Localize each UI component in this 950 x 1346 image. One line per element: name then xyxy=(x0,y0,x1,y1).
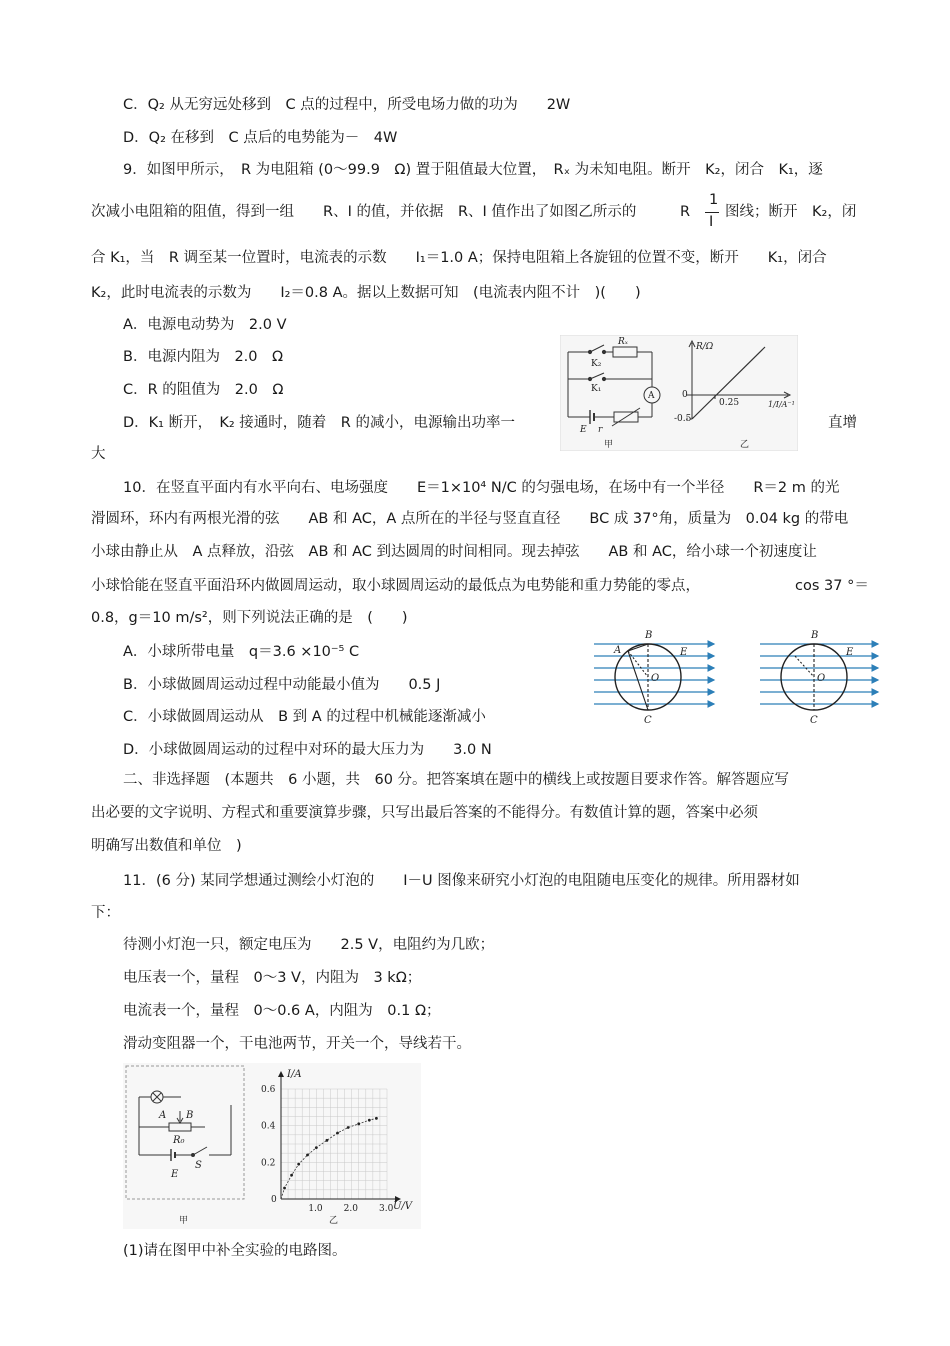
data-point xyxy=(283,1187,286,1190)
section2-line2: 出必要的文字说明、方程式和重要演算步骤，只写出最后答案的不能得分。有数值计算的题，答案中必须 xyxy=(91,805,758,821)
q8-option-c: C．Q₂ 从无穷远处移到 C 点的过程中，所受电场力做的功为 2W xyxy=(123,97,571,113)
r-over-i-formula xyxy=(680,192,724,236)
q11-item-bulb: 待测小灯泡一只，额定电压为 2.5 V，电阻约为几欧； xyxy=(123,937,495,953)
q9-stem-line1: 9．如图甲所示， R 为电阻箱 (0～99.9 Ω) 置于阻值最大位置， Rₓ 为未知电阻。断开 K₂，闭合 K₁，逐 xyxy=(123,162,823,178)
r-label: r xyxy=(598,425,603,435)
q11-item-ammeter: 电流表一个，量程 0～0.6 A，内阻为 0.1 Ω； xyxy=(123,1003,441,1019)
q10-stem-line4-end: cos 37 °＝ xyxy=(795,578,869,594)
data-point xyxy=(315,1146,318,1149)
q10-stem-line3: 小球由静止从 A 点释放，沿弦 AB 和 AC 到达圆周的时间相同。现去掉弦 AB 和 AC，给小球一个初速度让 xyxy=(91,544,817,560)
q10-option-a: A．小球所带电量 q＝3.6 ×10⁻⁵ C xyxy=(123,644,360,660)
field-e-right: E xyxy=(846,647,854,658)
data-point xyxy=(326,1139,329,1142)
center-o-left: O xyxy=(651,673,660,684)
section2-heading: 二、非选择题 (本题共 6 小题，共 60 分。把答案填在题中的横线上或按题目要求作答。解答题应写 xyxy=(123,772,790,788)
ammeter-label: A xyxy=(648,391,655,401)
q10-stem-line5: 0.8，g＝10 m/s²，则下列说法正确的是 ( ) xyxy=(91,610,408,626)
formula-numerator: 1 xyxy=(709,192,719,208)
data-point xyxy=(336,1132,339,1135)
y-tick-label: 0 xyxy=(271,1195,277,1205)
q9-figure xyxy=(560,335,798,451)
data-point xyxy=(357,1122,360,1125)
slider-end-a: A xyxy=(159,1110,167,1121)
formula-lhs: R xyxy=(680,204,691,220)
q10-stem-line4: 小球恰能在竖直平面沿环内做圆周运动，取小球圆周运动的最低点为电势能和重力势能的零点， xyxy=(91,578,700,594)
rx-label: Rₓ xyxy=(618,337,628,347)
q9-option-c: C．R 的阻值为 2.0 Ω xyxy=(123,382,284,398)
data-point xyxy=(347,1126,350,1129)
q10-figure xyxy=(592,628,880,728)
switch-s-label: S xyxy=(195,1160,202,1171)
q11-item-others: 滑动变阻器一个，干电池两节，开关一个，导线若干。 xyxy=(123,1036,471,1052)
slider-end-b: B xyxy=(186,1110,194,1121)
q9-graph-caption: 乙 xyxy=(740,440,750,450)
graph-xlabel: 1/I/A⁻¹ xyxy=(768,400,795,409)
y-tick-label: 0.4 xyxy=(261,1121,276,1132)
k1-label: K₁ xyxy=(591,384,602,394)
data-point xyxy=(368,1119,371,1122)
formula-denominator: I xyxy=(709,214,714,230)
data-point xyxy=(375,1117,378,1120)
data-point xyxy=(297,1163,300,1166)
point-b-right: B xyxy=(811,630,819,641)
chart-xlabel: U/V xyxy=(393,1201,413,1212)
q9-stem-line4: K₂，此时电流表的示数为 I₂＝0.8 A。据以上数据可知 (电流表内阻不计 )( ) xyxy=(91,285,641,301)
k2-label: K₂ xyxy=(591,359,602,369)
q9-option-d-wrap: 大 xyxy=(91,446,106,462)
q11-stem-line1: 11．(6 分) 某同学想通过测绘小灯泡的 I－U 图像来研究小灯泡的电阻随电压变化的规律。所用器材如 xyxy=(123,873,800,889)
q10-stem-line2: 滑圆环，环内有两根光滑的弦 AB 和 AC，A 点所在的半径与竖直直径 BC 成 37°角，质量为 0.04 kg 的带电 xyxy=(91,511,849,527)
q11-part1: (1)请在图甲中补全实验的电路图。 xyxy=(123,1243,347,1259)
y-tick-label: 0.2 xyxy=(261,1158,276,1169)
chart-ylabel: I/A xyxy=(287,1069,302,1080)
q9-circuit-caption: 甲 xyxy=(604,440,614,450)
r0-label: R₀ xyxy=(173,1135,185,1146)
section2-line3: 明确写出数值和单位 ) xyxy=(91,838,242,854)
graph-y-negative: -0.5 xyxy=(674,414,692,424)
center-o-right: O xyxy=(817,673,826,684)
field-e-left: E xyxy=(680,647,688,658)
point-a-left: A xyxy=(614,645,622,656)
data-point xyxy=(290,1174,293,1177)
q9-stem-line2-end: 图线；断开 K₂，闭 xyxy=(725,204,857,220)
q8-option-d: D．Q₂ 在移到 C 点后的电势能为－ 4W xyxy=(123,130,398,146)
q11-figure xyxy=(123,1063,421,1229)
point-c-left: C xyxy=(644,715,652,726)
q11-item-voltmeter: 电压表一个，量程 0～3 V，内阻为 3 kΩ； xyxy=(123,970,422,986)
q9-option-a: A．电源电动势为 2.0 V xyxy=(123,317,287,333)
battery-e-label: E xyxy=(171,1169,179,1180)
q9-option-d: D．K₁ 断开， K₂ 接通时，随着 R 的减小，电源输出功率一 xyxy=(123,415,515,431)
q9-option-d-end: 直增 xyxy=(828,415,857,431)
point-c-right: C xyxy=(810,715,818,726)
q9-option-b: B．电源内阻为 2.0 Ω xyxy=(123,349,284,365)
x-tick-label: 3.0 xyxy=(379,1204,394,1214)
x-tick-label: 1.0 xyxy=(308,1204,323,1214)
q10-option-c: C．小球做圆周运动从 B 到 A 的过程中机械能逐渐减小 xyxy=(123,709,486,725)
x-tick-label: 2.0 xyxy=(343,1204,358,1214)
graph-origin: 0 xyxy=(682,390,688,400)
q11-circuit-caption: 甲 xyxy=(179,1216,189,1226)
q11-stem-line2: 下： xyxy=(91,905,120,921)
y-tick-label: 0.6 xyxy=(261,1085,276,1095)
data-point xyxy=(306,1154,309,1157)
q10-option-d: D．小球做圆周运动的过程中对环的最大压力为 3.0 N xyxy=(123,742,492,758)
graph-x-tick: 0.25 xyxy=(719,398,740,408)
e-label: E xyxy=(580,425,587,435)
point-b-left: B xyxy=(645,630,653,641)
graph-ylabel: R/Ω xyxy=(696,342,714,352)
fraction-bar xyxy=(705,212,719,213)
q10-stem-line1: 10．在竖直平面内有水平向右、电场强度 E＝1×10⁴ N/C 的匀强电场，在场中有一个半径 R＝2 m 的光 xyxy=(123,480,840,496)
q10-option-b: B．小球做圆周运动过程中动能最小值为 0.5 J xyxy=(123,677,441,693)
q11-graph-caption: 乙 xyxy=(329,1216,339,1226)
q9-stem-line2: 次减小电阻箱的阻值，得到一组 R、I 的值，并依据 R、I 值作出了如图乙所示的 xyxy=(91,204,637,220)
q9-stem-line3: 合 K₁，当 R 调至某一位置时，电流表的示数 I₁＝1.0 A；保持电阻箱上各旋钮的位置不变，断开 K₁，闭合 xyxy=(91,250,827,266)
